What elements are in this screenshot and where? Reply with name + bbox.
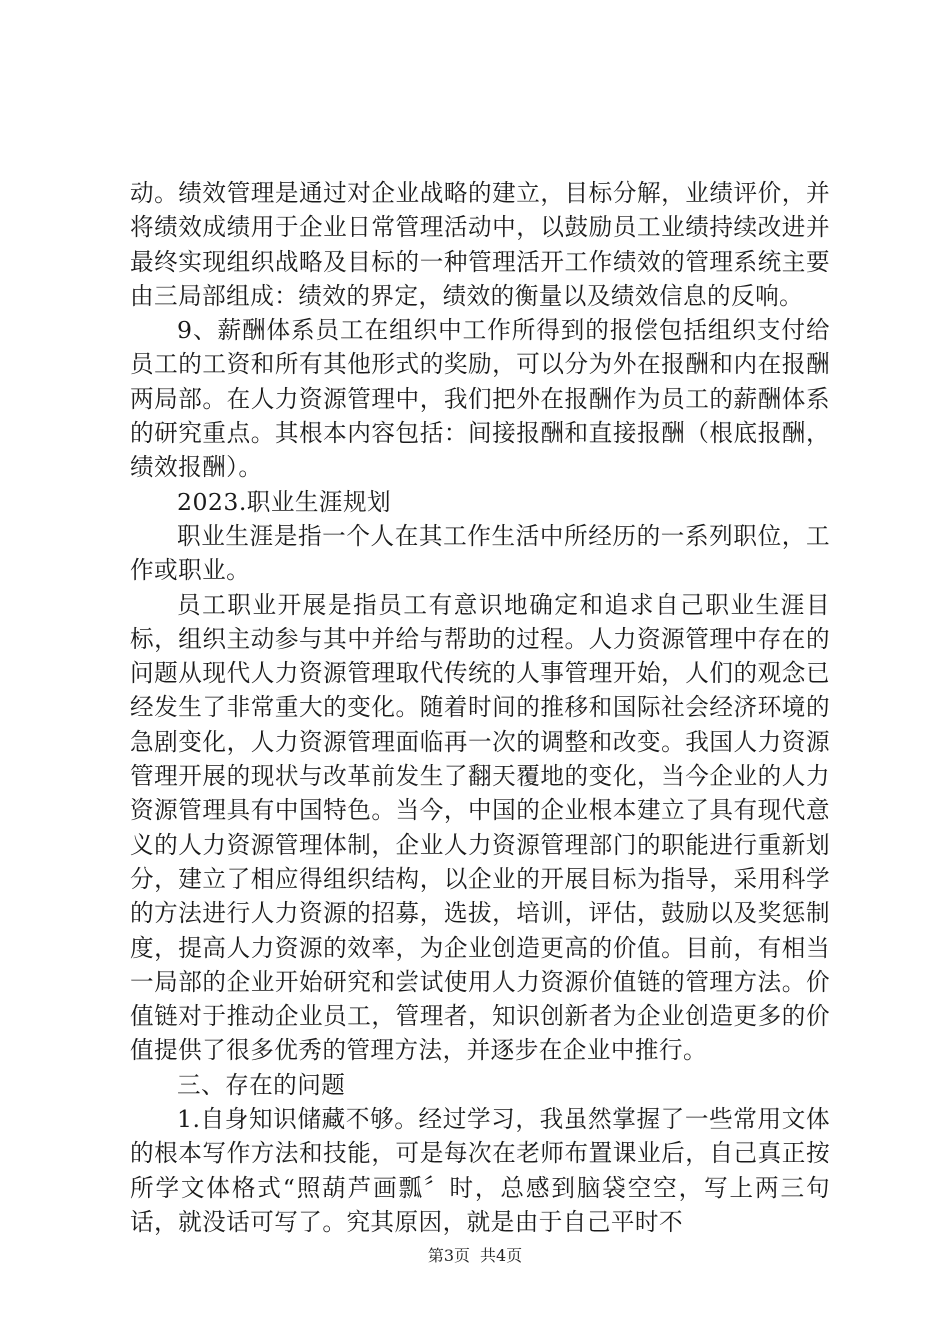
paragraph-career-development: 员工职业开展是指员工有意识地确定和追求自己职业生涯目标，组织主动参与其中并给与帮助的过程。人力资源管理中存在的问题从现代人力资源管理取代传统的人事管理开始，人们的观念已经发生了非常重大的变化。随着时间的推移和国际社会经济环境的急剧变化，人力资源管理面临再一次的调整和改变。我国人力资源管理开展的现状与改革前发生了翻天覆地的变化，当今企业的人力资源管理具有中国特色。当今，中国的企业根本建立了具有现代意义的人力资源管理体制，企业人力资源管理部门的职能进行重新划分，建立了相应得组织结构，以企业的开展目标为指导，采用科学的方法进行人力资源的招募，选拔，培训，评估，鼓励以及奖惩制度，提高人力资源的效率，为企业创造更高的价值。目前，有相当一局部的企业开始研究和尝试使用人力资源价值链的管理方法。价值链对于推动企业员工，管理者，知识创新者为企业创造更多的价值提供了很多优秀的管理方法，并逐步在企业中推行。: [130, 590, 830, 1065]
paragraph-knowledge-reserve: 1.自身知识储藏不够。经过学习，我虽然掌握了一些常用文体的根本写作方法和技能，可是每次在老师布置课业后，自己真正按所学文体格式“照葫芦画瓢〞时，总感到脑袋空空，写上两三句话，就没话可写了。究其原因，就是由于自己平时不: [130, 1105, 830, 1236]
paragraph-career-definition: 职业生涯是指一个人在其工作生活中所经历的一系列职位，工作或职业。: [130, 521, 830, 585]
paragraph-performance-management: 动。绩效管理是通过对企业战略的建立，目标分解，业绩评价，并将绩效成绩用于企业日常管理活动中，以鼓励员工业绩持续改进并最终实现组织战略及目标的一种管理活开工作绩效的管理系统主要由三局部组成：绩效的界定，绩效的衡量以及绩效信息的反响。: [130, 179, 830, 310]
document-body: [130, 176, 830, 1239]
page-total: 共4页: [480, 1246, 523, 1265]
section-heading-existing-problems: 三、存在的问题: [177, 1070, 346, 1099]
section-heading-career-planning: 2023.职业生涯规划: [177, 487, 392, 516]
page-footer: [0, 1246, 950, 1266]
page-number: 第3页: [427, 1246, 470, 1265]
paragraph-compensation-system: 9、薪酬体系员工在组织中工作所得到的报偿包括组织支付给员工的工资和所有其他形式的奖励，可以分为外在报酬和内在报酬两局部。在人力资源管理中，我们把外在报酬作为员工的薪酬体系的研究重点。其根本内容包括：间接报酬和直接报酬（根底报酬，绩效报酬）。: [130, 316, 830, 482]
